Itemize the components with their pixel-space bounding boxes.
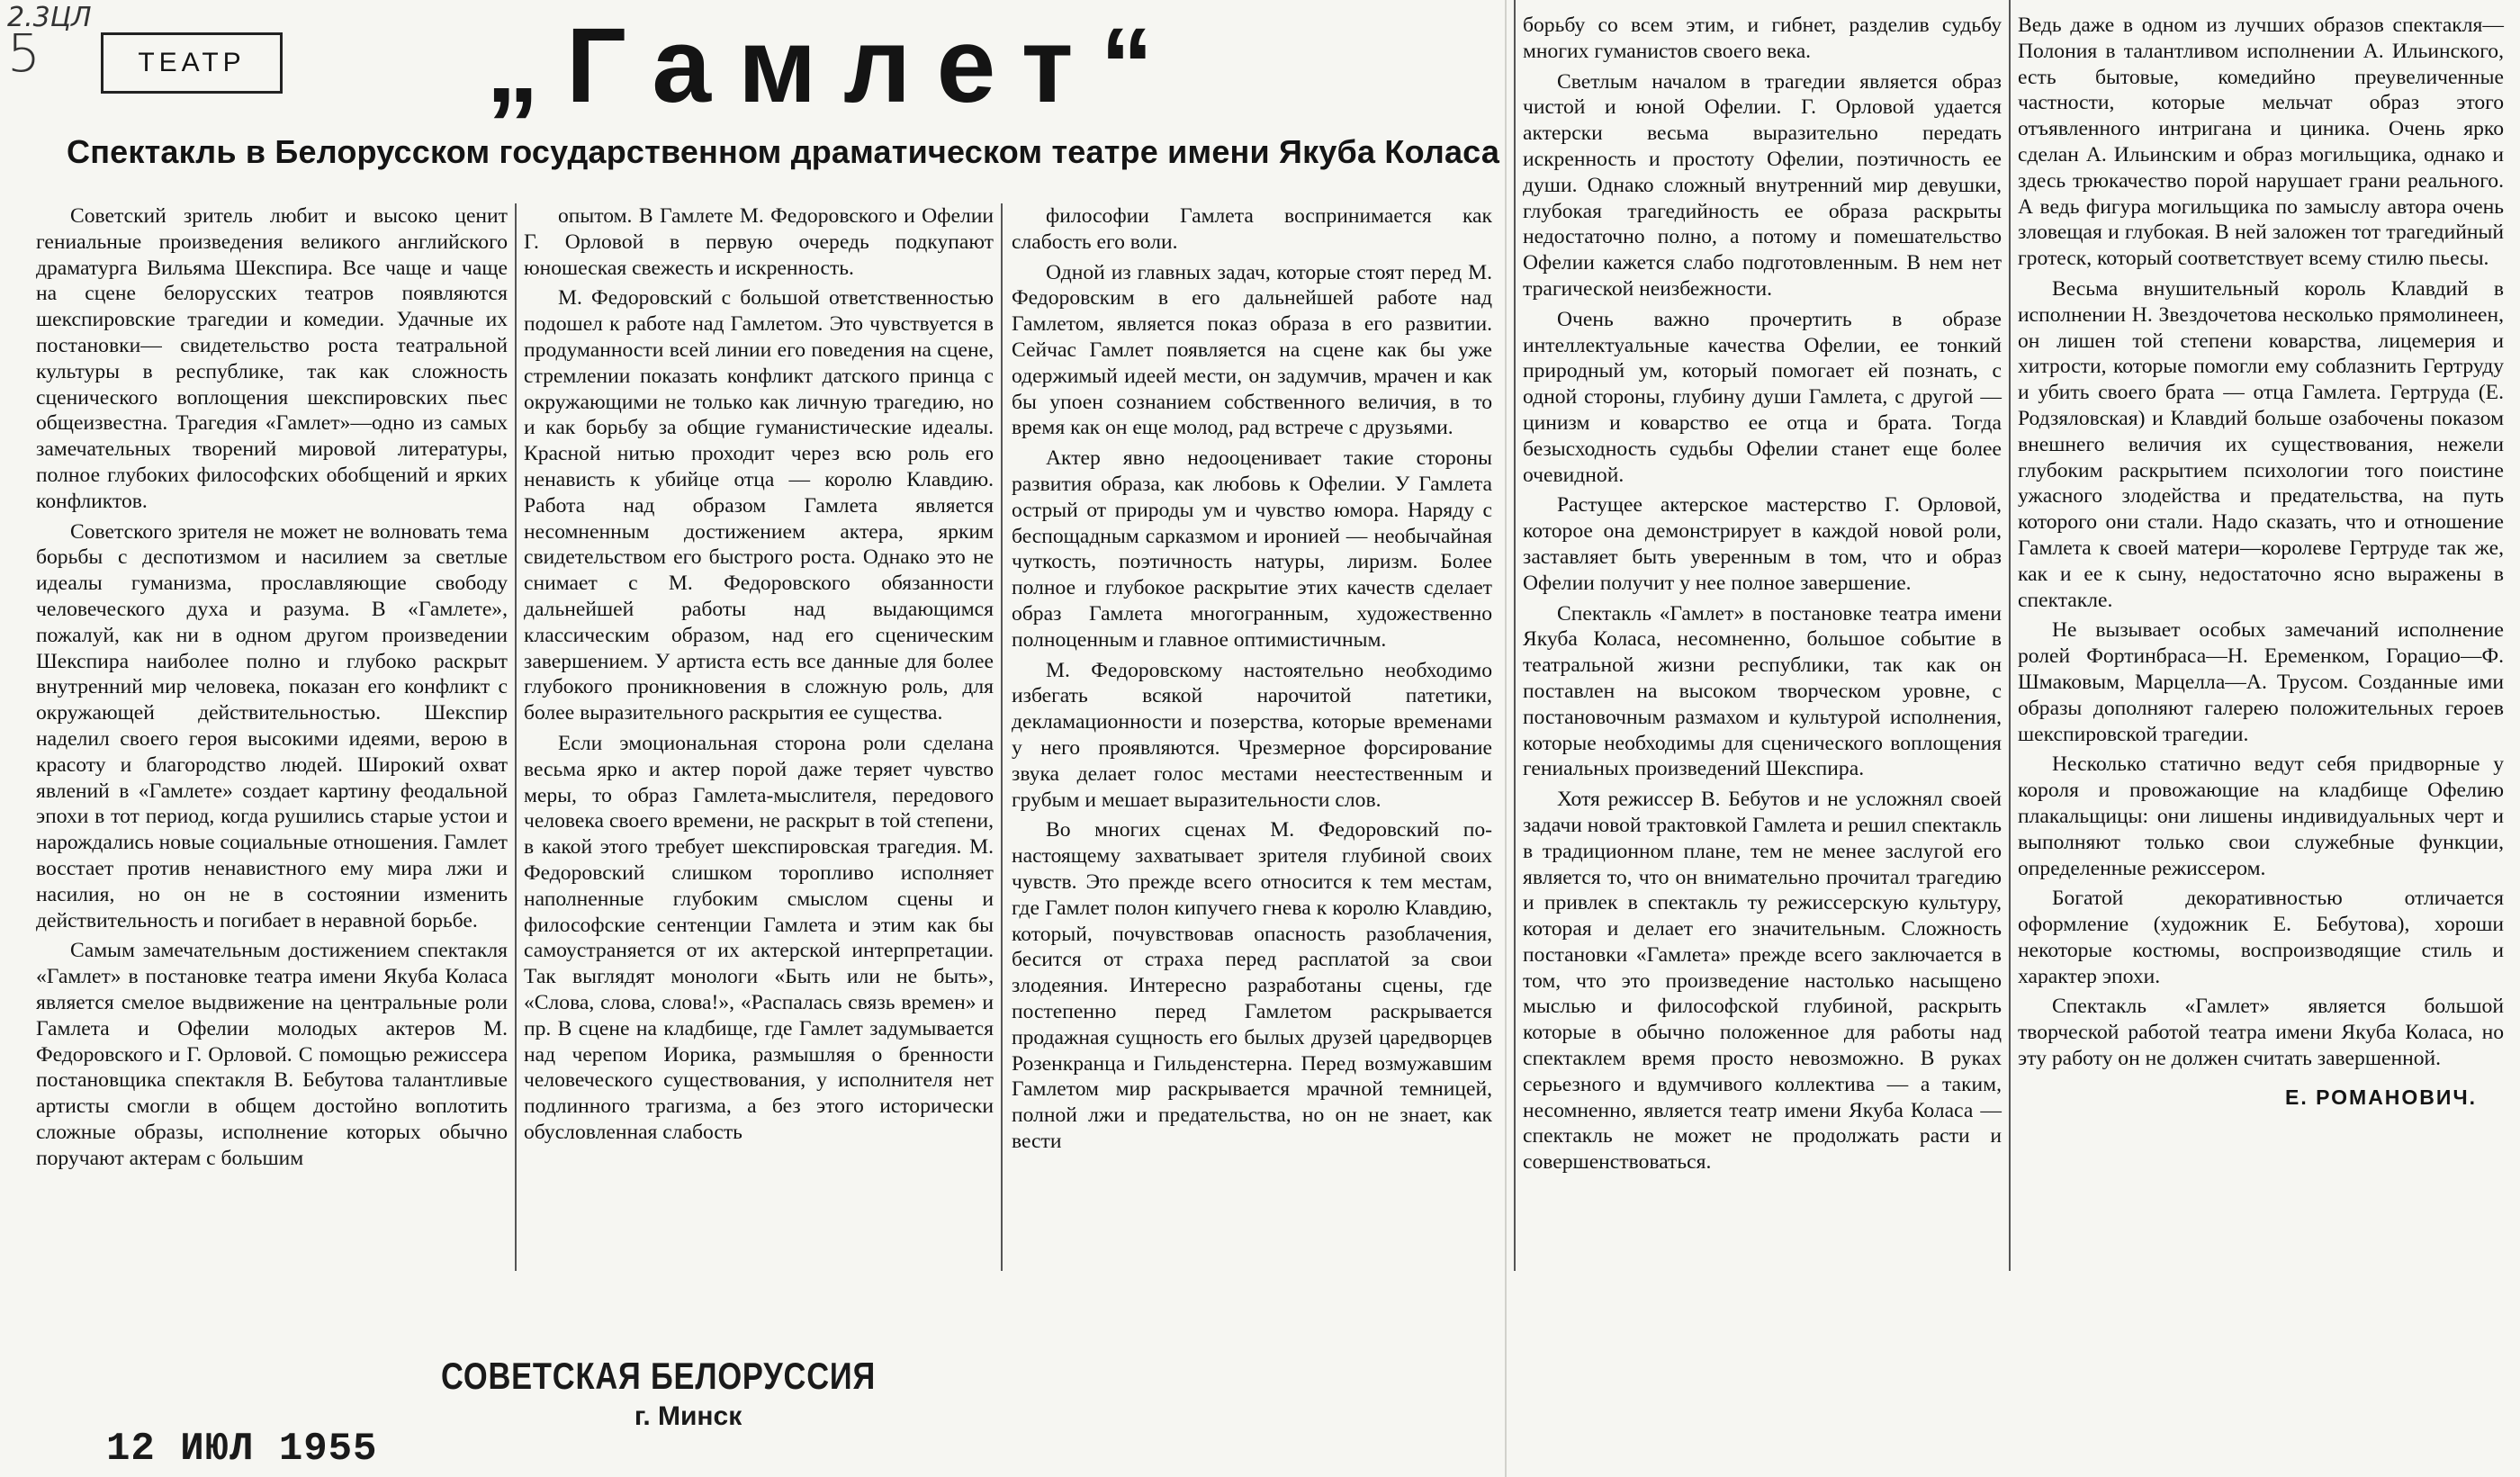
column-rule xyxy=(1514,0,1516,1271)
paragraph: Советский зритель любит и высоко ценит гениальные произведения великого английского драматурга Вильяма Шекспира. Все чаще и чаще на сцене белорусских театров появляются шекспировские трагедии и комедии. Удачные их постановки— свидетельство роста театральной культуры в республике, так как сложность сценического воплощения шекспировских пьес общеизвестна. Трагедия «Гамлет»—одно из самых замечательных творений мировой литературы, полное глубоких философских обобщений и ярких конфликтов. xyxy=(36,204,508,513)
handwritten-mark xyxy=(7,2,92,84)
column-rule xyxy=(515,203,517,1271)
text-column-5 xyxy=(2018,13,2504,1111)
article-title: „Гамлет“ xyxy=(486,6,1181,125)
rubric-box xyxy=(101,32,283,94)
paragraph: Хотя режиссер В. Бебутов и не усложнял своей задачи новой трактовкой Гамлета и решил спектакль в традиционном плане, тем не менее заслугой его является то, что он внимательно прочитал трагедию и привлек в спектакль ту режиссерскую культуру, которая и делает его значительным. Сложность постановки «Гамлета» прежде всего заключается в том, что это произведение настолько насыщено мыслью и философской глубиной, раскрыть которые в обычно положенное для работы над спектаклем время просто невозможно. В руках серьезного и вдумчивого коллектива — а таким, несомненно, является театр имени Якуба Коласа — спектакль не может не продолжать расти и совершенствоваться. xyxy=(1523,788,2002,1175)
paragraph: Несколько статично ведут себя придворные у короля и провожающие на кладбище Офелию плакальщицы: они лишены индивидуальных черт и выполняют только свои служебные функции, определенные режиссером. xyxy=(2018,752,2504,880)
paragraph: М. Федоровский с большой ответственностью подошел к работе над Гамлетом. Это чувствуется в продуманности всей линии его поведения на сцене, стремлении показать конфликт датского принца с окружающими не только как личную трагедию, но и как борьбу за общие гуманистические идеалы. Красной нитью проходит через всю роль его ненависть к убийце отца — королю Клавдию. Работа над образом Гамлета является несомненным достижением актера, ярким свидетельством его быстрого роста. Однако это не снимает с М. Федоровского обязанности дальнейшей работы над выдающимся классическим образом, над его сценическим завершением. У артиста есть все данные для более глубокого проникновения в сложную роль, для более выразительного раскрытия ее существа. xyxy=(524,286,994,725)
author-signature: Е. РОМАНОВИЧ. xyxy=(2284,1085,2477,1109)
paragraph: философии Гамлета воспринимается как слабость его воли. xyxy=(1012,204,1492,254)
article-subtitle: Спектакль в Белорусском государственном драматическом театре имени Якуба Коласа xyxy=(67,133,1500,170)
paragraph: Весьма внушительный король Клавдий в исполнении Н. Звездочетова несколько прямолинеен, он лишен той степени коварства, лицемерия и хитрости, которые помогли ему соблазнить Гертруду и убить своего брата — отца Гамлета. Гертруда (Е. Родзяловская) и Клавдий больше озабочены показом внешнего величия их существования, нежели глубоким раскрытием психологии того поистине ужасного злодейства и предательства, на путь которого они стали. Надо сказать, что и отношение Гамлета к своей матери—королеве Гертруде так же, как и ее к сыну, недостаточно ясно выражены в спектакле. xyxy=(2018,276,2504,612)
paragraph: Ведь даже в одном из лучших образов спектакля—Полония в талантливом исполнении А. Ильинского, есть бытовые, комедийно преувеличенные частности, которые мельчат образ этого отъявленного интригана и циника. Очень ярко сделан А. Ильинским и образ могильщика, однако и здесь трюкачество порой нарушает грани реального. А ведь фигура могильщика по замыслу автора очень зловещая и глубокая. В ней заложен тот трагедийный гротеск, который соответствует всему стилю пьесы. xyxy=(2018,14,2504,271)
date-stamp: 12 ИЮЛ 1955 xyxy=(106,1427,378,1472)
paragraph: Очень важно прочертить в образе интеллектуальные качества Офелии, ее тонкий природный ум, который помогает ей познать, с одной стороны, глубину души Гамлета, с другой — цинизм и коварство ее отца и брата. Тогда безысходность судьбы Офелии станет еще более очевидной. xyxy=(1523,307,2002,487)
paragraph: Светлым началом в трагедии является образ чистой и юной Офелии. Г. Орловой удается актерски весьма выразительно передать искренность и простоту Офелии, поэтичность ее души. Однако сложный внутренний мир девушки, глубокая трагедийность ее образа раскрыты недостаточно полно, а потому и помешательство Офелии кажется слабо подготовленным. В нем нет трагической неизбежности. xyxy=(1523,69,2002,301)
text-column-2 xyxy=(524,203,994,1150)
text-column-3 xyxy=(1012,203,1492,1159)
paragraph: борьбу со всем этим, и гибнет, разделив судьбу многих гуманистов своего века. xyxy=(1523,14,2002,63)
paragraph: Одной из главных задач, которые стоят перед М. Федоровским в его дальнейшей работе над Гамлетом, является показ образа в его развитии. Сейчас Гамлет появляется на сцене как бы уже одержимый идеей мести, он задумчив, мрачен и как бы упоен сознанием собственного величия, в то время как он еще молод, рад встрече с друзьями. xyxy=(1012,260,1492,440)
paragraph: опытом. В Гамлете М. Федоровского и Офелии Г. Орловой в первую очередь подкупают юношеская свежесть и искренность. xyxy=(524,204,994,280)
paragraph: Советского зрителя не может не волновать тема борьбы с деспотизмом и насилием за светлые идеалы гуманизма, прославляющие свободу человеческого духа и разума. В «Гамлете», пожалуй, как ни в одном другом произведении Шекспира наиболее полно и глубоко раскрыт внутренний мир человека, показан его конфликт с окружающей действительностью. Шекспир наделил своего героя высокими идеями, верою в красоту и благородство людей. Широкий охват явлений в «Гамлете» создает картину феодальной эпохи в тот период, когда рушились старые устои и нарождались новые социальные отношения. Гамлет восстает против ненавистного ему мира лжи и насилия, но он не в состоянии изменить действительность и погибает в неравной борьбе. xyxy=(36,519,508,932)
paragraph: Растущее актерское мастерство Г. Орловой, которое она демонстрирует в каждой новой роли, заставляет быть уверенным в том, что и образ Офелии получит у нее полное завершение. xyxy=(1523,493,2002,595)
stamp-newspaper-name: СОВЕТСКАЯ БЕЛОРУССИЯ xyxy=(441,1355,877,1397)
handwritten-code: 2.3ЦЛ xyxy=(7,2,92,33)
newspaper-stamp xyxy=(441,1355,971,1432)
paragraph: Самым замечательным достижением спектакля «Гамлет» в постановке театра имени Якуба Коласа является смелое выдвижение на центральные роли Гамлета и Офелии молодых актеров М. Федоровского и Г. Орловой. С помощью режиссера постановщика спектакля В. Бебутова талантливые артисты смогли в общем достойно воплотить сложные образы, исполнение которых обычно поручают актерам с большим xyxy=(36,939,508,1170)
text-column-4 xyxy=(1523,13,2002,1180)
paragraph: Богатой декоративностью отличается оформление (художник Е. Бебутова), хороши некоторые костюмы, воспроизводящие стиль и характер эпохи. xyxy=(2018,887,2504,988)
paragraph: Спектакль «Гамлет» в постановке театра имени Якуба Коласа, несомненно, большое событие в театральной жизни республики, так как он поставлен на высоком творческом уровне, с постановочным размахом и культурой исполнения, которые необходимы для сценического воплощения гениальных произведений Шекспира. xyxy=(1523,601,2002,781)
paragraph: Не вызывает особых замечаний исполнение ролей Фортинбраса—Н. Еременком, Горацио—Ф. Шмаковым, Марцелла—А. Трусом. Созданные ими образы дополняют галерею положительных героев шекспировской трагедии. xyxy=(2018,618,2504,746)
paragraph: Во многих сценах М. Федоровский по-настоящему захватывает зрителя глубиной своих чувств. Это прежде всего относится к тем местам, где Гамлет полон кипучего гнева к королю Клавдию, который, почувствовав опасность разоблачения, бесится от страха перед расплатой за свои злодеяния. Интересно разработаны сцены, где постепенно перед Гамлетом раскрывается продажная сущность его былых друзей царедворцев Розенкранца и Гильденстерна. Перед возмужавшим Гамлетом мир раскрывается мрачной темницей, полной лжи и предательства, но он не знает, как вести xyxy=(1012,818,1492,1153)
paragraph: Если эмоциональная сторона роли сделана весьма ярко и актер порой даже теряет чувство меры, то образ Гамлета-мыслителя, передового человека своего времени, не раскрыт в той степени, в какой этого требует шекспировская трагедия. М. Федоровский слишком торопливо исполняет наполненные глубоким смыслом сцены и философские сентенции Гамлета и этим как бы самоустраняется от их актерской интерпретации. Так выглядят монологи «Быть или не быть», «Слова, слова, слова!», «Распалась связь времен» и пр. В сцене на кладбище, где Гамлет задумывается над черепом Иорика, размышляя о бренности человеческого существования, у исполнителя нет подлинного трагизма, а без этого исторически обусловленная слабость xyxy=(524,731,994,1144)
stamp-city: г. Минск xyxy=(634,1401,742,1431)
paragraph: Спектакль «Гамлет» является большой творческой работой театра имени Якуба Коласа, но эту работу он не должен считать завершенной. xyxy=(2018,995,2504,1071)
paragraph: Актер явно недооценивает такие стороны развития образа, как любовь к Офелии. У Гамлета острый от природы ум и чувство юмора. Наряду с беспощадным сарказмом и иронией — необычайная чуткость, поэтичность натуры, лиризм. Более полное и глубокое раскрытие этих качеств сделает образ Гамлета многогранным, художественно полноценным и главное оптимистичным. xyxy=(1012,446,1492,652)
column-rule xyxy=(2009,0,2011,1271)
paragraph: М. Федоровскому настоятельно необходимо избегать всякой нарочитой патетики, декламационности и позерства, которые временами у него проявляются. Чрезмерное форсирование звука делает голос местами неестественным и грубым и мешает выразительности слов. xyxy=(1012,658,1492,812)
page-fold xyxy=(1505,0,1507,1477)
column-rule xyxy=(1001,203,1003,1271)
handwritten-number: 5 xyxy=(7,23,40,84)
text-column-1 xyxy=(36,203,508,1175)
rubric-label: ТЕАТР xyxy=(138,48,246,77)
